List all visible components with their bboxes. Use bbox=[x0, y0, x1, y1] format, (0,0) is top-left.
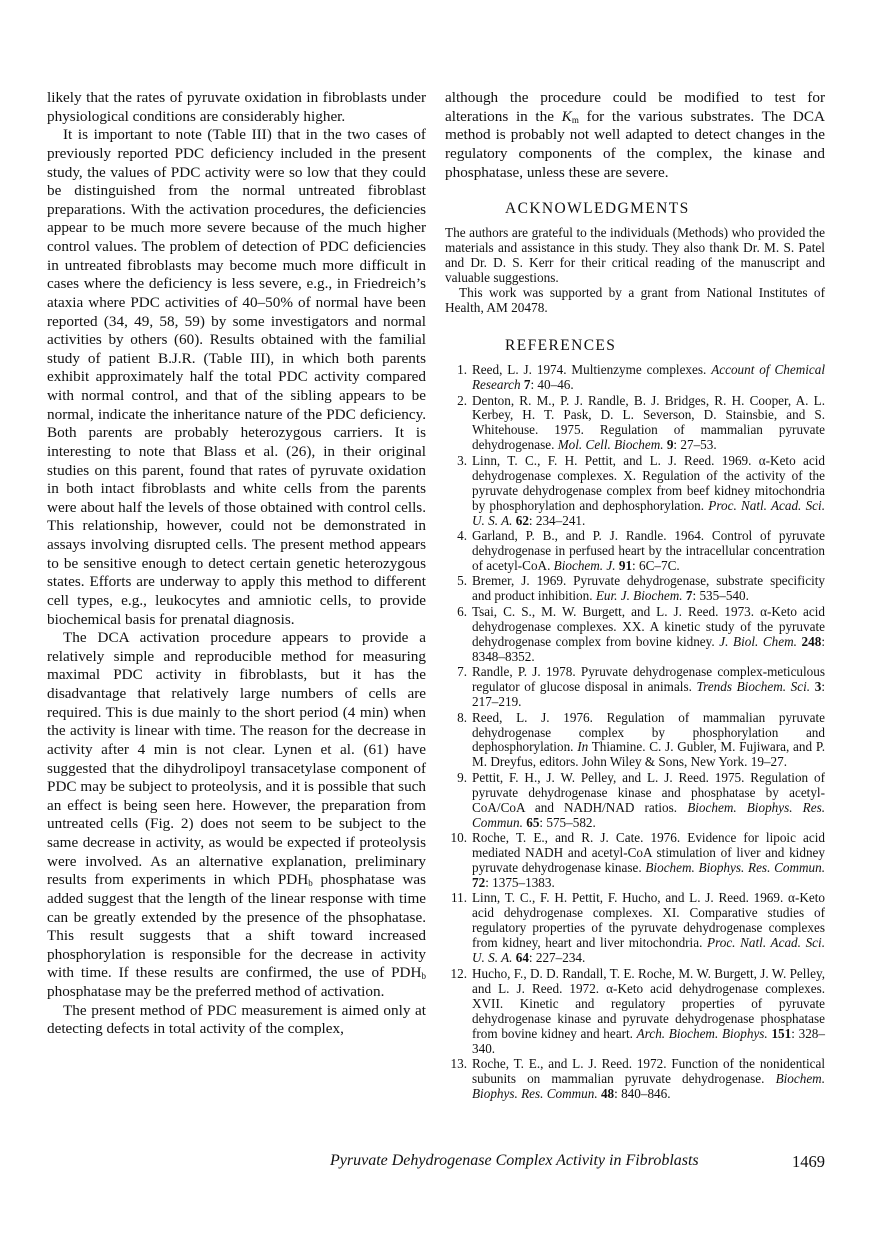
page-number: 1469 bbox=[792, 1152, 825, 1171]
reference-text: Pettit, F. H., J. W. Pelley, and L. J. Reed. 1975. Regulation of pyruvate dehydrogenase kinase and phosphatase by acetyl-CoA/CoA and NADH/NAD ratios. bbox=[472, 769, 825, 815]
reference-volume: 91 bbox=[615, 558, 633, 574]
reference-journal: Arch. Biochem. Biophys. bbox=[636, 1025, 768, 1041]
reference-number: 3. bbox=[457, 452, 467, 468]
reference-number: 13. bbox=[450, 1055, 467, 1071]
reference-text: : 535–540. bbox=[692, 588, 749, 604]
reference-item bbox=[445, 363, 825, 393]
reference-number: 12. bbox=[450, 965, 467, 981]
reference-volume: 151 bbox=[767, 1025, 792, 1041]
reference-text: : 27–53. bbox=[673, 437, 717, 453]
reference-volume: 9 bbox=[663, 437, 674, 453]
reference-text: Linn, T. C., F. H. Pettit, and L. J. Reed. 1969. α-Keto acid dehydrogenase complexes. X. Regulation of the activity of the pyruvate dehydrogenase complex from beef kidney mitochondria by phosphorylation and dephosphorylation. bbox=[472, 452, 825, 513]
reference-item bbox=[445, 665, 825, 710]
subscript: b bbox=[421, 971, 426, 982]
reference-text: : 40–46. bbox=[530, 377, 574, 393]
reference-text: Linn, T. C., F. H. Pettit, F. Hucho, and L. J. Reed. 1969. α-Keto acid dehydrogenase complexes. XI. Comparative studies of regulatory properties of the pyruvate dehydrogenase complexes from kidney, heart and liver mitochondria. bbox=[472, 890, 825, 951]
reference-volume: 65 bbox=[522, 814, 540, 830]
reference-item bbox=[445, 454, 825, 529]
text: phosphatase may be the preferred method of activation. bbox=[47, 983, 385, 1000]
reference-volume: 62 bbox=[512, 512, 529, 528]
reference-item bbox=[445, 711, 825, 771]
reference-text: : 840–846. bbox=[614, 1085, 671, 1101]
reference-journal: Eur. J. Biochem. bbox=[595, 588, 683, 604]
page-footer bbox=[330, 1152, 825, 1170]
right-column bbox=[445, 89, 825, 1102]
reference-item bbox=[445, 891, 825, 966]
paragraph bbox=[47, 629, 426, 1002]
reference-number: 2. bbox=[457, 392, 467, 408]
reference-number: 10. bbox=[450, 830, 467, 846]
reference-journal: J. Biol. Chem. bbox=[719, 633, 797, 649]
subscript: b bbox=[308, 878, 313, 889]
paragraph: likely that the rates of pyruvate oxidation in fibroblasts under physiological conditions are considerably higher. bbox=[47, 89, 426, 125]
text: The DCA activation procedure appears to provide a relatively simple and reproducible method for measuring maximal PDC activity in fibroblasts, but it has the disadvantage that relatively large numbers of cells are required. This is due mainly to the short period (4 min) when the activity is linear with time. The reason for the decrease in activity after 4 min is not clear. Lynen et al. (61) have suggested that the dihydrolipoyl transacetylase component of PDC may be subject to proteolysis, and it is possible that such an effect is being seen here. However, the preparation from untreated cells (Fig. 2) does not seem to be subject to the same decrease in activity, as would be expected if proteolysis were involved. As an alternative explanation, preliminary results from experiments in which PDH bbox=[47, 629, 426, 889]
reference-number: 8. bbox=[457, 709, 467, 725]
reference-item bbox=[445, 967, 825, 1057]
reference-volume: 72 bbox=[472, 875, 486, 891]
reference-text: : 217–219. bbox=[472, 679, 826, 710]
references-heading: REFERENCES bbox=[505, 337, 617, 355]
reference-journal: Proc. Natl. Acad. Sci. U. S. A. bbox=[472, 935, 825, 966]
k-symbol: K bbox=[561, 107, 572, 125]
subscript: m bbox=[571, 114, 579, 125]
reference-number: 4. bbox=[457, 528, 467, 544]
reference-journal: Biochem. Biophys. Res. Commun. bbox=[645, 860, 825, 876]
reference-number: 7. bbox=[457, 664, 467, 680]
acknowledgments-heading: ACKNOWLEDGMENTS bbox=[505, 200, 690, 218]
reference-journal: Account of Chemical Research bbox=[472, 362, 825, 393]
reference-item bbox=[445, 605, 825, 665]
left-column bbox=[47, 89, 426, 1039]
reference-number: 6. bbox=[457, 603, 467, 619]
reference-volume: 248 bbox=[796, 633, 822, 649]
reference-item bbox=[445, 831, 825, 891]
reference-journal: Biochem. Biophys. Res. Commun. bbox=[472, 799, 825, 830]
paragraph: It is important to note (Table III) that in the two cases of previously reported PDC deficiency included in the present study, the values of PDC activity were so low that they could be distinguished from the normal untreated fibroblast preparations. With the activation procedures, the deficiencies appear to be much more severe because of the much higher control values. The problem of detection of PDC deficiencies in untreated fibroblasts may become much more difficult in cases where the deficiency is less severe, e.g., in Friedreich’s ataxia where PDC activities of 40–50% of normal have been reported (34, 49, 58, 59) by some investigators and normal activities by others (60). Results obtained with the familial study of patient B.J.R. (Table III), in which both parents exhibit approximately half the total PDC activity compared with normal control, and that of the sibling appears to be normal, indicate the inheritance nature of the PDC deficiency. Both parents are probably heterozygous carriers. It is interesting to note that Blass et al. (26), in their original studies on this parent, found that rates of pyruvate oxidation in both intact fibroblasts and white cells from the parents were about half the levels of those obtained with control cells. This relationship, however, could not be demonstrated in assays involving disrupted cells. The present method appears to be sensitive enough to detect certain genetic heterozygous states. Efforts are underway to apply this method to different cell types, e.g., leukocytes and amniotic cells, to provide biochemical basis for prenatal diagnosis. bbox=[47, 126, 426, 628]
reference-item bbox=[445, 529, 825, 574]
reference-list bbox=[445, 363, 825, 1102]
reference-number: 11. bbox=[451, 890, 467, 906]
reference-item bbox=[445, 394, 825, 454]
reference-text: Roche, T. E., and L. J. Reed. 1972. Function of the nonidentical subunits on mammalian pyruvate dehydrogenase. bbox=[472, 1055, 825, 1086]
reference-text: Hucho, F., D. D. Randall, T. E. Roche, M. W. Burgett, J. W. Pelley, and L. J. Reed. 1972. α-Keto acid dehydrogenase complexes. XVII. Kinetic and regulatory properties of pyruvate dehydrogenase kinase and pyruvate dehydrogenase phosphatase from bovine kidney and heart. bbox=[472, 965, 825, 1041]
paragraph: The present method of PDC measurement is aimed only at detecting defects in total activity of the complex, bbox=[47, 1001, 426, 1038]
reference-text: Bremer, J. 1969. Pyruvate dehydrogenase, substrate specificity and product inhibition. bbox=[472, 573, 825, 604]
paragraph: The authors are grateful to the individuals (Methods) who provided the materials and assistance in this study. They also thank Dr. M. S. Patel and Dr. D. S. Kerr for their critical reading of the manuscript and valuable suggestions. bbox=[445, 225, 825, 286]
reference-text: : 227–234. bbox=[528, 950, 586, 966]
reference-item bbox=[445, 771, 825, 831]
text: although the procedure could be modified to test for alterations in the bbox=[445, 89, 825, 125]
reference-text: : 575–582. bbox=[539, 814, 596, 830]
reference-text: Denton, R. M., P. J. Randle, B. J. Bridges, R. H. Cooper, A. L. Kerbey, H. T. Pask, D. L. Severson, D. Stainsbie, and S. Whitehouse. 1975. Regulation of mammalian pyruvate dehydrogenase. bbox=[472, 392, 825, 453]
reference-journal: Trends Biochem. Sci. bbox=[696, 679, 811, 695]
reference-volume: 7 bbox=[682, 588, 693, 604]
reference-volume: 3 bbox=[810, 679, 822, 695]
reference-journal: Mol. Cell. Biochem. bbox=[557, 437, 664, 453]
reference-text: : 8348–8352. bbox=[472, 633, 825, 664]
reference-text: : 234–241. bbox=[528, 512, 586, 528]
reference-text: Reed, L. J. 1976. Regulation of mammalian pyruvate dehydrogenase complex by phosphorylation and dephosphorylation. bbox=[472, 709, 825, 755]
reference-text: : 1375–1383. bbox=[485, 875, 555, 891]
reference-text: Reed, L. J. 1974. Multienzyme complexes. bbox=[472, 362, 712, 378]
running-title: Pyruvate Dehydrogenase Complex Activity in Fibroblasts bbox=[330, 1152, 699, 1169]
reference-volume: 7 bbox=[520, 377, 531, 393]
text: phosphatase was added suggest that the length of the linear response with time can be greatly extended by the presence of the phsophatase. This result suggests that a shift toward increased phosphorylation is responsible for the decrease in activity with time. If these results are confirmed, the use of PDH bbox=[47, 871, 426, 982]
text: for the various substrates. The DCA method is probably not well adapted to detect changes in the regulatory components of the complex, the kinase and phosphatase, unless these are severe. bbox=[445, 107, 825, 181]
reference-text: Roche, T. E., and R. J. Cate. 1976. Evidence for lipoic acid mediated NADH and acetyl-CoA stimulation of liver and kidney pyruvate dehydrogenase kinase. bbox=[472, 830, 825, 876]
reference-volume: 64 bbox=[512, 950, 529, 966]
reference-text: : 6C–7C. bbox=[632, 558, 680, 574]
reference-volume: 48 bbox=[597, 1085, 615, 1101]
reference-journal: Proc. Natl. Acad. Sci. U. S. A. bbox=[472, 497, 825, 528]
reference-number: 9. bbox=[457, 769, 467, 785]
reference-number: 5. bbox=[457, 573, 467, 589]
paragraph bbox=[445, 89, 825, 182]
reference-text: : 328–340. bbox=[472, 1025, 825, 1056]
acknowledgments bbox=[445, 225, 825, 315]
reference-journal: In bbox=[577, 739, 589, 755]
reference-item bbox=[445, 1057, 825, 1102]
paragraph: This work was supported by a grant from National Institutes of Health, AM 20478. bbox=[445, 285, 825, 316]
reference-item bbox=[445, 574, 825, 604]
reference-journal: Biochem. Biophys. Res. Commun. bbox=[472, 1070, 825, 1101]
reference-journal: Biochem. J. bbox=[553, 558, 616, 574]
reference-text: Garland, P. B., and P. J. Randle. 1964. Control of pyruvate dehydrogenase in perfused heart by the intracellular concentration of acetyl-CoA. bbox=[472, 528, 825, 574]
reference-text: Thiamine. C. J. Gubler, M. Fujiwara, and P. M. Dreyfus, editors. John Wiley & Sons, New York. 19–27. bbox=[472, 739, 825, 770]
reference-text: Randle, P. J. 1978. Pyruvate dehydrogenase complex-meticulous regulator of glucose disposal in animals. bbox=[472, 664, 825, 695]
reference-text: Tsai, C. S., M. W. Burgett, and L. J. Reed. 1973. α-Keto acid dehydrogenase complexes. XX. A kinetic study of the pyruvate dehydrogenase complex from bovine kidney. bbox=[472, 603, 825, 649]
reference-number: 1. bbox=[457, 362, 467, 378]
